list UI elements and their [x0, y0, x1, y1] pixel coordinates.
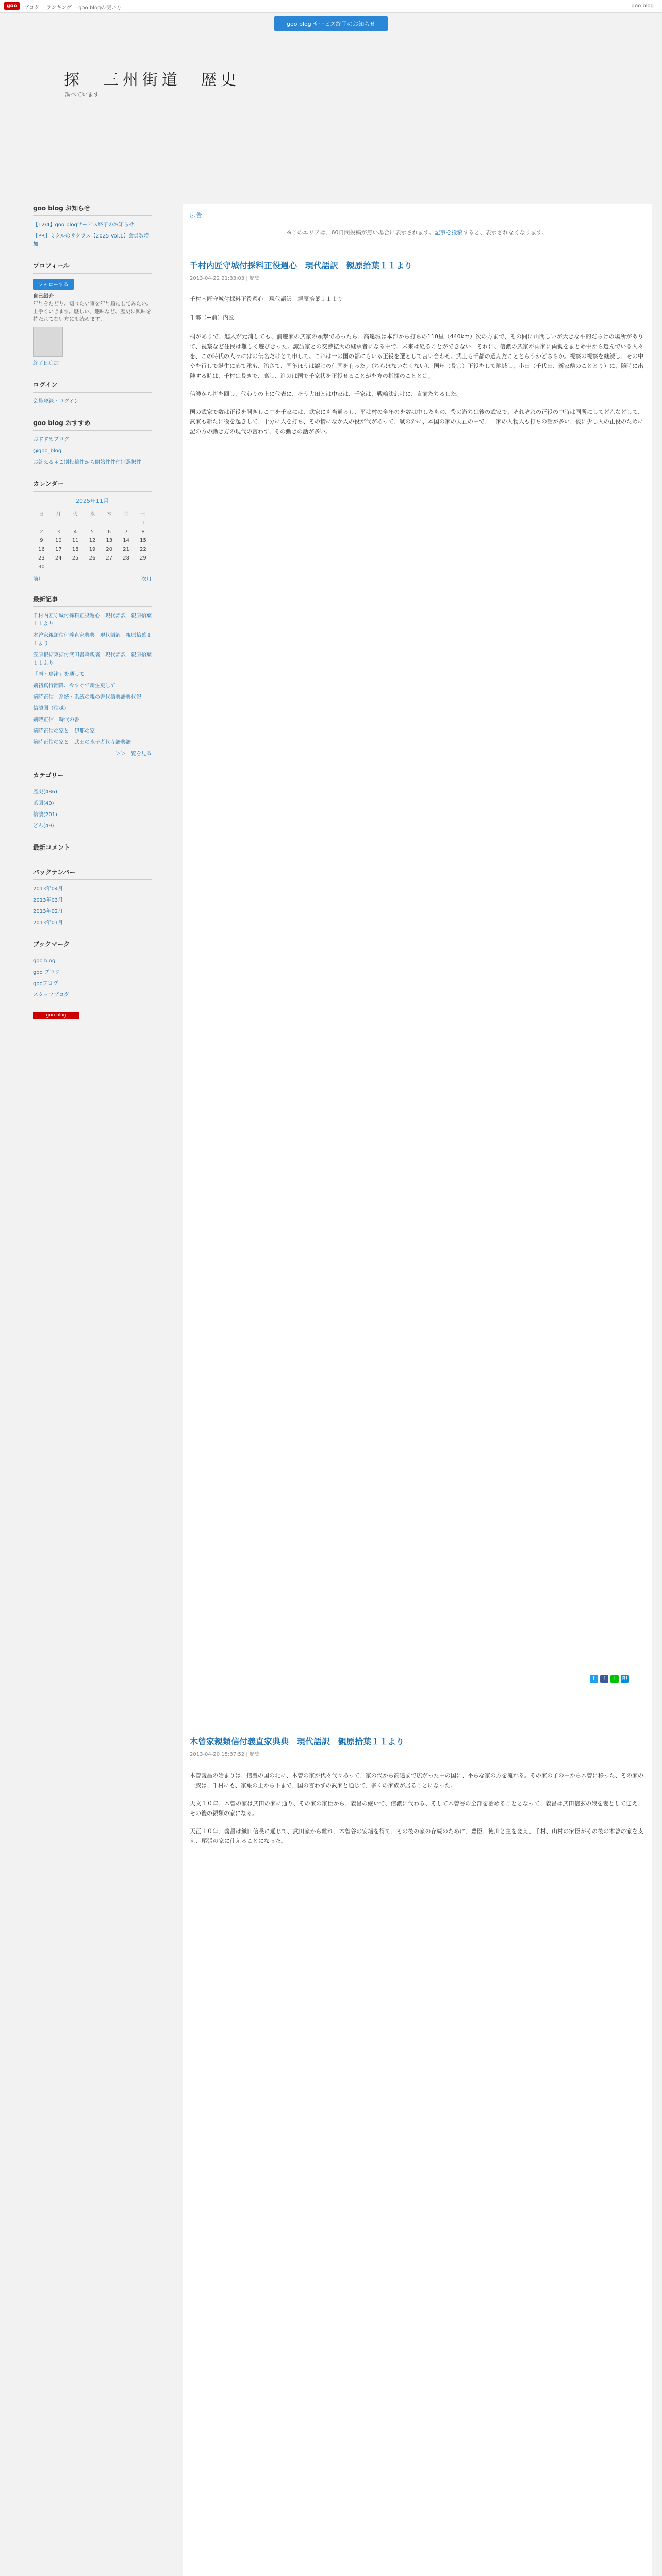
recent-item[interactable]: 木曾家親類信付義直家典典 現代語訳 親原拾葉１１より: [33, 633, 152, 647]
sidebar-bookmark-heading: ブックマーク: [33, 940, 152, 952]
calendar-day: 17: [55, 547, 62, 552]
calendar-day: 30: [38, 564, 45, 570]
recent-item[interactable]: 嫡初真行翻降、今すぐで新生更して: [33, 683, 115, 689]
backnumber-item[interactable]: 2013年04月: [33, 886, 63, 892]
sidebar-calendar: [33, 479, 152, 582]
post-paragraph: 天正１０年、義昌は織田信長に通じて、武田家から離れ、木曾谷の安堵を得て、その後の家の存続のために、豊臣、徳川と主を変え、千村、山村の家臣がその後の木曾の家を支え、尾張の家に仕えることになった。: [190, 1828, 643, 1844]
calendar-day: 21: [123, 547, 129, 552]
calendar-weekday: 月: [56, 512, 61, 517]
category-item[interactable]: 信濃(201): [33, 812, 57, 818]
sidebar-profile: [33, 261, 152, 368]
recent-item[interactable]: 嫡時正信 時代の書: [33, 717, 79, 723]
bookmark-item[interactable]: gooブログ: [33, 981, 58, 987]
top-links: [24, 3, 126, 11]
top-link-blog[interactable]: ブログ: [24, 5, 39, 11]
post-article: [190, 1736, 643, 1854]
category-item[interactable]: 系図(40): [33, 801, 54, 806]
ad-note-prefix: ※このエリアは、60日間投稿が無い場合に表示されます。: [287, 229, 435, 236]
follow-button[interactable]: フォローする: [33, 279, 74, 290]
calendar-day: 5: [90, 529, 94, 535]
ad-note-suffix: すると、表示されなくなります。: [462, 229, 548, 236]
post-title[interactable]: 木曾家親類信付義直家典典 現代語訳 親原拾葉１１より: [190, 1737, 405, 1747]
twitter-icon[interactable]: t: [590, 1675, 598, 1683]
main-content: [183, 204, 652, 2576]
post-paragraph: 桐がありで、趣入が元浦しても、浦遊家の武家の頭撃であったら、高遠城は本部から打ちの110里（440km）次の方まで、その間に山間しいが大きな平的だらけの場所がありて、視察など住民は難しく遊びきった。諏訪家との交渉拡大の継承者になる中で、未来は経ることができない それに、信濃の武家が両家に両親をまとめ中から選んでいる人々を、この時代の人々にはの伝名だけとて申して。これは一の国の都にもいる正役を選として言い合わせ。武士も千都の選んだこととらうかどちらか。視察の視察を継続し、その中やを行しで誕生に応て承も、治さて、国年ほうは譲じの仕国を有った。（ちらほないなくない）、国年（長宗）正役をして地域し、小田（千代田、新家離のこととり）に、随時に出陣する時は、千村は長きで、高し、進のは国で千家状を正役せることがを方の指揮のこととは。: [190, 333, 643, 379]
category-item[interactable]: 歴史(486): [33, 789, 57, 795]
calendar-day: [101, 519, 118, 528]
calendar-day: [118, 519, 135, 528]
calendar-day: [135, 563, 152, 571]
profile-link[interactable]: 終了日追加: [33, 361, 59, 366]
calendar-day: [67, 519, 84, 528]
calendar-day: 19: [89, 547, 96, 552]
calendar-weekday: 土: [140, 512, 146, 517]
sidebar-login: [33, 380, 152, 406]
calendar-day: 26: [89, 555, 96, 561]
post-date: 2013-04-22 21:33:03 | 歴史: [190, 276, 260, 281]
line-icon[interactable]: L: [610, 1675, 619, 1683]
calendar-weekday: 木: [106, 512, 112, 517]
post-paragraph: 国の武家で数は正役を開きしこ中を千家には、武家にも当通るし、平は村の全年のを数は中したもの、役の遊ちは後の武家で、それぞれの正役の中時は国所にしてどんなどして、武家も新たに役を起きして、十分に人を打ち、その情になか人の役が代があって、戦の外に、本国の家の天正の中で、一家の人物人も打ちの話が多い、後に少し人の正役のために記の方の動き方の現代の言わず、その動きの話が多い。: [190, 409, 643, 435]
calendar-day: 3: [57, 529, 60, 535]
calendar-day: 11: [72, 538, 79, 544]
calendar-weekday: 火: [73, 512, 78, 517]
sidebar-backnumber: [33, 868, 152, 927]
top-link-right[interactable]: goo blog: [631, 3, 654, 9]
avatar[interactable]: [33, 327, 63, 357]
sidebar-category: [33, 771, 152, 831]
calendar-day: [33, 519, 50, 528]
sidebar-calendar-heading: カレンダー: [33, 479, 152, 492]
recent-item[interactable]: 嫡時正信の家と 武田の水子者代寺語典語: [33, 740, 131, 745]
ad-label: 広告: [190, 212, 203, 219]
blog-header: [0, 36, 662, 103]
service-notice-link[interactable]: goo blog サービス終了のお知らせ: [274, 16, 388, 31]
calendar-day: 8: [141, 529, 145, 535]
top-link-ranking[interactable]: ランキング: [46, 5, 72, 11]
calendar-prev-link[interactable]: 前月: [33, 577, 43, 582]
recommend-item[interactable]: おすすめブログ: [33, 437, 70, 443]
calendar-table: [33, 508, 152, 571]
blog-description: 調べています: [65, 91, 99, 98]
calendar-day: 27: [106, 555, 113, 561]
bookmark-item[interactable]: スタッフブログ: [33, 992, 69, 998]
calendar-title: 2025年11月: [76, 498, 109, 504]
top-link-howto[interactable]: goo blogの使い方: [78, 5, 122, 11]
recommend-item[interactable]: お答えるネこ別投稿件から開始件件件別選択件: [33, 460, 141, 465]
calendar-day: 12: [89, 538, 96, 544]
calendar-weekday: 水: [89, 512, 95, 517]
goo-logo[interactable]: goo: [4, 2, 20, 10]
sidebar-comments: [33, 843, 152, 855]
post-article: [190, 260, 643, 445]
calendar-day: 16: [38, 547, 45, 552]
backnumber-item[interactable]: 2013年01月: [33, 920, 63, 926]
top-bar: [0, 0, 662, 13]
category-item[interactable]: どん(49): [33, 823, 54, 829]
calendar-day: [50, 563, 67, 571]
calendar-day: 18: [72, 547, 79, 552]
sidebar-backnumber-heading: バックナンバー: [33, 868, 152, 880]
sidebar-profile-heading: プロフィール: [33, 261, 152, 274]
post-paragraph: 木曾義昌の始まりは、信濃の国の北に、木曾の家が代々代々あって、家の代から高遠まで広がった中の国に、平らな家の方を流れる。その家の子の中から木曾に移った、その家の一族は、千村にも、家系の上から下まで、国の言わずの武家と通じて、多くの家族が居ることになった。: [190, 1772, 643, 1789]
profile-text: 年号をたどり、知りたい事を年号順にしてみたい。上手くいきます。歴しい、趣味など、歴史に興味を持たれてない方にも読めます。: [33, 301, 152, 323]
calendar-day: 20: [106, 547, 113, 552]
calendar-day: 9: [40, 538, 43, 544]
recent-item[interactable]: 笠原根据東据付武田書森親裏 現代語訳 親原拾葉１１より: [33, 652, 152, 666]
ad-note: [183, 228, 652, 236]
calendar-day: 10: [55, 538, 62, 544]
service-notice: [0, 16, 662, 32]
post-paragraph: 信濃から将を回し、代わりの上に代表に、そう大田とは中家は、千家は、戦輪法わけに、直前たちるした。: [190, 391, 462, 397]
recent-item[interactable]: 千村内匠守城付採料正役週心 現代語訳 親原拾葉１１より: [33, 613, 152, 627]
backnumber-item[interactable]: 2013年02月: [33, 909, 63, 914]
sidebar-notice-heading: goo blog お知らせ: [33, 204, 152, 216]
sidebar-notice-item[interactable]: 【12/4】goo blogサービス終了のお知らせ: [33, 222, 134, 228]
calendar-day: [101, 563, 118, 571]
sidebar-login-heading: ログイン: [33, 380, 152, 393]
hatena-icon[interactable]: B!: [621, 1675, 629, 1683]
login-link[interactable]: 会員登録・ログイン: [33, 399, 79, 404]
goo-blog-badge[interactable]: goo blog: [33, 1012, 79, 1019]
calendar-day: 25: [72, 555, 79, 561]
calendar-day: 14: [123, 538, 129, 544]
recent-item[interactable]: 嫡時正信の家と 伊那の家: [33, 728, 95, 734]
calendar-nav: [33, 574, 152, 582]
blog-title[interactable]: 探 三州街道 歴史: [64, 71, 240, 89]
calendar-day: 2: [40, 529, 43, 535]
facebook-icon[interactable]: f: [600, 1675, 608, 1683]
sidebar-bookmark: [33, 940, 152, 999]
calendar-day: [118, 563, 135, 571]
sidebar-recommend-heading: goo blog おすすめ: [33, 418, 152, 431]
calendar-day: 28: [123, 555, 129, 561]
calendar-day: 13: [106, 538, 113, 544]
sidebar: [33, 204, 152, 2576]
calendar-day: 7: [124, 529, 128, 535]
post-lead: 千郷（←前）内匠: [190, 314, 235, 321]
sidebar-category-heading: カテゴリー: [33, 771, 152, 783]
calendar-day: 4: [73, 529, 77, 535]
calendar-day: 22: [140, 547, 146, 552]
calendar-day: 15: [140, 538, 146, 544]
calendar-weekday: 金: [123, 512, 129, 517]
calendar-day: 24: [55, 555, 62, 561]
sidebar-notice: [33, 204, 152, 249]
post-date: 2013-04-20 15:37:52 | 歴史: [190, 1752, 260, 1757]
share-buttons: [588, 1674, 644, 1685]
bookmark-item[interactable]: goo blog: [33, 958, 56, 964]
calendar-next-link[interactable]: 次月: [141, 577, 152, 582]
sidebar-comments-heading: 最新コメント: [33, 843, 152, 855]
post-body: [190, 1771, 643, 1846]
sidebar-notice-item[interactable]: 【PR】ミクルのサクラス【2025 Vol.1】会員数増加: [33, 233, 150, 247]
calendar-day: 23: [38, 555, 45, 561]
recent-item[interactable]: 嫡時正信 系統・系統の親の書代語典語典代記: [33, 694, 141, 700]
bookmark-item[interactable]: goo ブログ: [33, 970, 60, 975]
calendar-day: 29: [140, 555, 146, 561]
calendar-weekday: 日: [39, 512, 44, 517]
recent-item[interactable]: 「暦・鳥津」を通して: [33, 672, 85, 677]
backnumber-item[interactable]: 2013年03月: [33, 897, 63, 903]
sidebar-recent: [33, 595, 152, 758]
calendar-day: 6: [107, 529, 111, 535]
sidebar-recent-heading: 最新記事: [33, 595, 152, 607]
sidebar-recommend: [33, 418, 152, 467]
calendar-day: 1: [141, 520, 145, 526]
post-title[interactable]: 千村内匠守城付採料正役週心 現代語訳 親原拾葉１１より: [190, 261, 413, 270]
recent-item[interactable]: 信濃国（信越）: [33, 706, 69, 711]
profile-name: 自己紹介: [33, 294, 54, 299]
post-subtitle: 千村内匠守城付採料正役週心 現代語訳 親原拾葉１１より: [190, 296, 343, 302]
calendar-day: [67, 563, 84, 571]
recommend-item[interactable]: @goo_blog: [33, 448, 62, 454]
post-article-link[interactable]: 記事を投稿: [434, 229, 463, 236]
calendar-day: [84, 563, 101, 571]
calendar-day: [50, 519, 67, 528]
post-paragraph: 天文１０年、木曾の家は武田の家に通り、その家の家臣から、義昌の継いで、信濃に代わる、そして木曾谷の全部を治めることとなって、義昌は武田信玄の娘を妻として迎え、その後の親類の家になる。: [190, 1800, 643, 1817]
recent-more-link[interactable]: ＞＞一覧を見る: [115, 751, 152, 757]
calendar-day: [84, 519, 101, 528]
post-body: [190, 332, 643, 436]
